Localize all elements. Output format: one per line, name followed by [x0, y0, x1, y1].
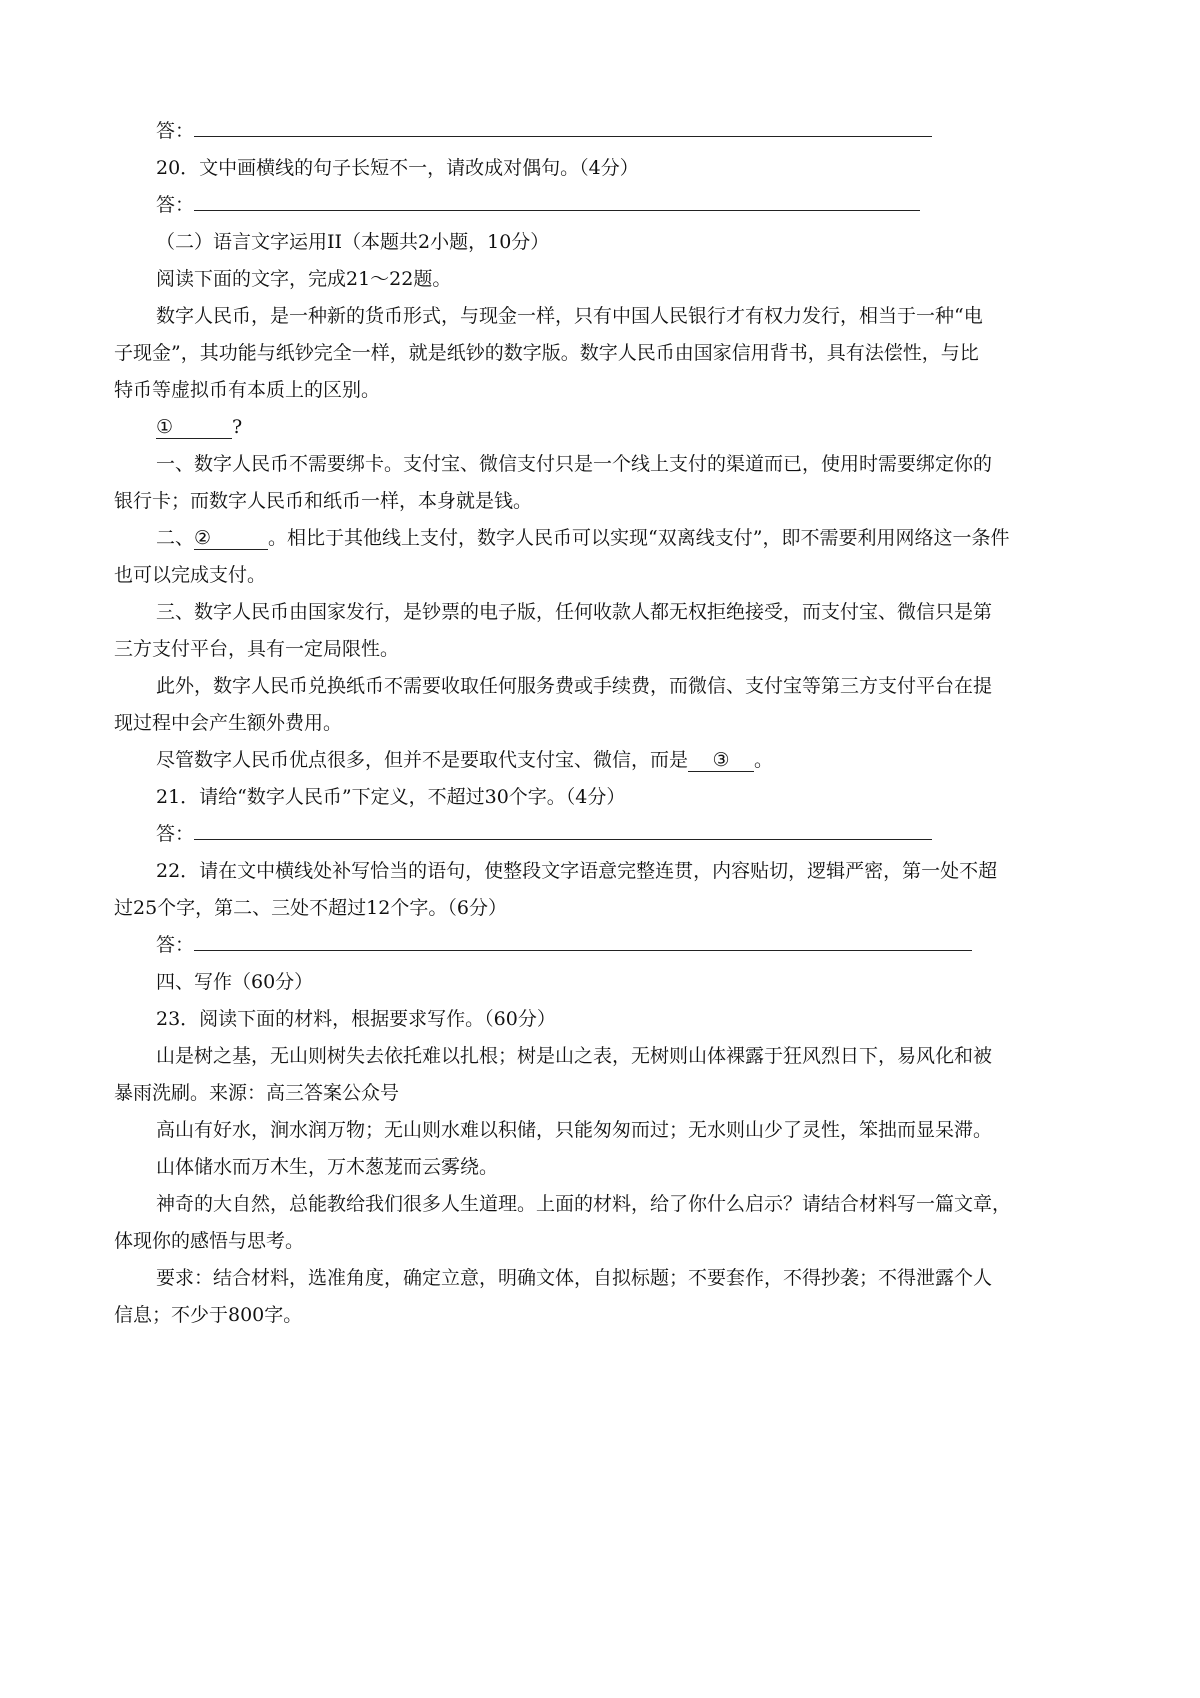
conclusion-line: 尽管数字人民币优点很多，但并不是要取代支付宝、微信，而是 ③ 。 [156, 749, 774, 771]
point-3-line-1: 三、数字人民币由国家发行，是钞票的电子版，任何收款人都无权拒绝接受，而支付宝、微信只是第 [156, 601, 993, 623]
extra-line-2: 现过程中会产生额外费用。 [114, 712, 343, 734]
material-2: 高山有好水，涧水润万物；无山则水难以积储，只能匆匆而过；无水则山少了灵性，笨拙而显呆滞。 [156, 1119, 993, 1141]
material-1-line-2: 暴雨洗刷。来源：高三答案公众号 [114, 1082, 400, 1104]
material-3: 山体储水而万木生，万木葱茏而云雾绕。 [156, 1156, 499, 1178]
section-heading-2 [156, 223, 1096, 261]
answer-line-2 [156, 186, 1096, 224]
paragraph-1-line-1: 数字人民币，是一种新的货币形式，与现金一样，只有中国人民银行才有权力发行，相当于一种“电 [156, 305, 983, 327]
point-2-line-1: 二、② 。相比于其他线上支付，数字人民币可以实现“双离线支付”，即不需要利用网络这一条件 [156, 527, 1010, 549]
answer-label: 答： [156, 823, 195, 845]
answer-blank[interactable] [194, 188, 920, 211]
requirements-line-1: 要求：结合材料，选准角度，确定立意，明确文体，自拟标题；不要套作，不得抄袭；不得泄露个人 [156, 1267, 993, 1289]
section-heading-4 [156, 963, 1096, 1001]
blank-1[interactable]: ① [156, 416, 232, 439]
answer-label: 答： [156, 120, 195, 142]
section-heading-text: （二）语言文字运用II（本题共2小题，10分） [156, 231, 550, 253]
question-20 [156, 149, 1096, 187]
paragraph-1-line-2: 子现金”，其功能与纸钞完全一样，就是纸钞的数字版。数字人民币由国家信用背书，具有法偿性，与比 [114, 342, 979, 364]
answer-line-1 [156, 112, 1096, 150]
question-22-line-2: 过25个字，第二、三处不超过12个字。（6分） [114, 897, 507, 919]
point-1-line-1: 一、数字人民币不需要绑卡。支付宝、微信支付只是一个线上支付的渠道而已，使用时需要绑定你的 [156, 453, 993, 475]
answer-line-3 [156, 815, 1096, 853]
answer-blank[interactable] [194, 114, 932, 137]
question-text: 21．请给“数字人民币”下定义，不超过30个字。（4分） [156, 786, 626, 808]
material-1-line-1: 山是树之基，无山则树失去依托难以扎根；树是山之表，无树则山体裸露于狂风烈日下，易风化和被 [156, 1045, 993, 1067]
question-22-line-1 [156, 852, 1096, 890]
answer-line-4 [156, 926, 1096, 964]
blank-3[interactable]: ③ [688, 749, 754, 772]
question-text: 23．阅读下面的材料，根据要求写作。（60分） [156, 1008, 556, 1030]
section-heading-text: 四、写作（60分） [156, 971, 314, 993]
question-21 [156, 778, 1096, 816]
question-text: 20．文中画横线的句子长短不一，请改成对偶句。（4分） [156, 157, 639, 179]
point-1-line-2: 银行卡；而数字人民币和纸币一样，本身就是钱。 [114, 490, 533, 512]
point-2-line-2: 也可以完成支付。 [114, 564, 267, 586]
prompt-line-1: 神奇的大自然，总能教给我们很多人生道理。上面的材料，给了你什么启示？请结合材料写一篇文章， [156, 1193, 1012, 1215]
requirements-line-2: 信息；不少于800字。 [114, 1304, 303, 1326]
point-3-line-2: 三方支付平台，具有一定局限性。 [114, 638, 400, 660]
blank-1-line: ① ? [156, 416, 243, 438]
answer-blank[interactable] [194, 817, 932, 840]
answer-label: 答： [156, 194, 195, 216]
answer-label: 答： [156, 934, 195, 956]
extra-line-1: 此外，数字人民币兑换纸币不需要收取任何服务费或手续费，而微信、支付宝等第三方支付平台在提 [156, 675, 993, 697]
prompt-line-2: 体现你的感悟与思考。 [114, 1230, 305, 1252]
reading-instruction: 阅读下面的文字，完成21～22题。 [156, 268, 452, 290]
question-text: 22．请在文中横线处补写恰当的语句，使整段文字语意完整连贯，内容贴切，逻辑严密，第一处不超 [156, 860, 998, 882]
blank-2[interactable]: ② [194, 527, 268, 550]
answer-blank[interactable] [194, 928, 972, 951]
question-23 [156, 1000, 1096, 1038]
paragraph-1-line-3: 特币等虚拟币有本质上的区别。 [114, 379, 381, 401]
